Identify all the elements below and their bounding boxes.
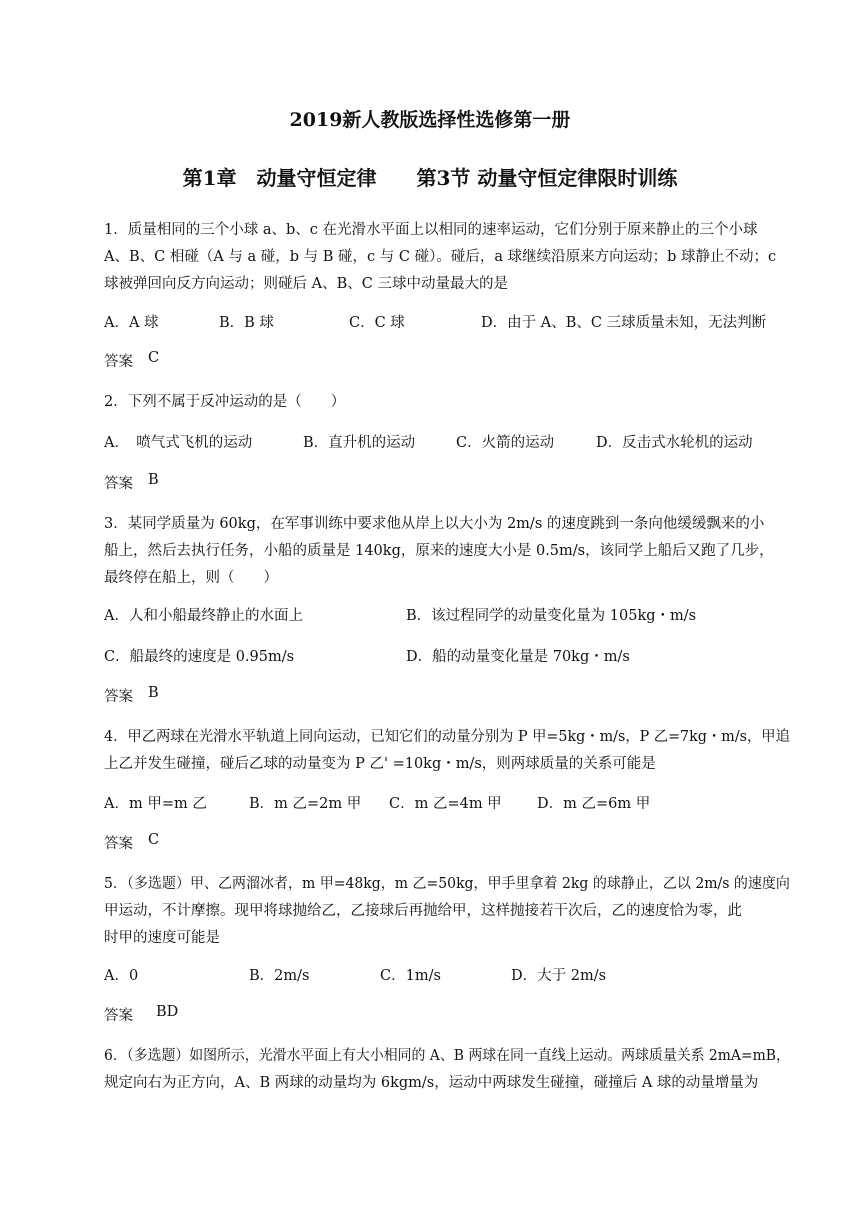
q1-option-c: C．C 球: [349, 315, 405, 331]
q5-stem-line3: 时甲的速度可能是: [104, 930, 220, 946]
q5-answer-label: 答案: [104, 1008, 133, 1024]
q2-answer: B: [148, 472, 159, 488]
q5-option-c: C．1m/s: [380, 968, 441, 984]
q5-option-a: A．0: [104, 968, 139, 984]
q5-option-b: B．2m/s: [249, 968, 310, 984]
q4-answer-label: 答案: [104, 836, 133, 852]
q4-option-c: C．m 乙=4m 甲: [389, 796, 502, 812]
q4-stem-line2: 上乙并发生碰撞，碰后乙球的动量变为 P 乙' =10kg・m/s，则两球质量的关系可能是: [104, 756, 656, 772]
q3-stem-line2: 船上，然后去执行任务，小船的质量是 140kg，原来的速度大小是 0.5m/s，该同学上船后又跑了几步，: [104, 543, 774, 559]
q6-stem-line2: 规定向右为正方向，A、B 两球的动量均为 6kgm/s，运动中两球发生碰撞，碰撞后 A 球的动量增量为: [104, 1075, 759, 1091]
q2-stem: 2．下列不属于反冲运动的是（ ）: [104, 394, 346, 410]
q4-answer: C: [148, 832, 160, 848]
q1-stem-line1: 1．质量相同的三个小球 a、b、c 在光滑水平面上以相同的速率运动，它们分别于原来静止的三个小球: [104, 222, 758, 238]
q5-stem-line1: 5．（多选题）甲、乙两溜冰者，m 甲=48kg，m 乙=50kg，甲手里拿着 2kg 的球静止，乙以 2m/s 的速度向: [104, 876, 790, 892]
book-title: 2019新人教版选择性选修第一册: [289, 109, 571, 131]
chapter-title: 第1章 动量守恒定律 第3节 动量守恒定律限时训练: [182, 166, 678, 190]
q1-option-a: A．A 球: [104, 315, 159, 331]
q1-answer: C: [148, 350, 160, 366]
q3-stem-line3: 最终停在船上，则（ ）: [104, 570, 278, 586]
q2-option-a: A． 喷气式飞机的运动: [104, 435, 253, 451]
q5-answer: BD: [156, 1004, 179, 1020]
q2-option-c: C．火箭的运动: [456, 435, 555, 451]
q1-stem-line3: 球被弹回向反方向运动；则碰后 A、B、C 三球中动量最大的是: [104, 276, 508, 292]
q3-option-c: C．船最终的速度是 0.95m/s: [104, 649, 295, 665]
q3-stem-line1: 3．某同学质量为 60kg，在军事训练中要求他从岸上以大小为 2m/s 的速度跳到一条向他缓缓飘来的小: [104, 516, 765, 532]
q3-option-b: B．该过程同学的动量变化量为 105kg・m/s: [406, 608, 697, 624]
q4-option-b: B．m 乙=2m 甲: [249, 796, 362, 812]
q4-option-a: A．m 甲=m 乙: [104, 796, 207, 812]
q4-stem-line1: 4．甲乙两球在光滑水平轨道上同向运动，已知它们的动量分别为 P 甲=5kg・m/s，P 乙=7kg・m/s，甲追: [104, 729, 790, 745]
q1-answer-label: 答案: [104, 354, 133, 370]
q4-option-d: D．m 乙=6m 甲: [537, 796, 651, 812]
q3-option-d: D．船的动量变化量是 70kg・m/s: [406, 649, 630, 665]
q3-answer: B: [148, 685, 159, 701]
q1-stem-line2: A、B、C 相碰（A 与 a 碰，b 与 B 碰，c 与 C 碰）。碰后，a 球继续沿原来方向运动；b 球静止不动；c: [104, 249, 777, 265]
q2-option-b: B．直升机的运动: [303, 435, 416, 451]
q6-stem-line1: 6．（多选题）如图所示，光滑水平面上有大小相同的 A、B 两球在同一直线上运动。两球质量关系 2mA=mB，: [104, 1048, 790, 1064]
q3-option-a: A．人和小船最终静止的水面上: [104, 608, 303, 624]
q3-answer-label: 答案: [104, 689, 133, 705]
q5-stem-line2: 甲运动，不计摩擦。现甲将球抛给乙，乙接球后再抛给甲，这样抛接若干次后，乙的速度恰为零，此: [104, 903, 742, 919]
q1-option-d: D．由于 A、B、C 三球质量未知，无法判断: [481, 315, 767, 331]
q5-option-d: D．大于 2m/s: [511, 968, 607, 984]
q1-option-b: B．B 球: [219, 315, 274, 331]
q2-option-d: D．反击式水轮机的运动: [596, 435, 753, 451]
q2-answer-label: 答案: [104, 476, 133, 492]
